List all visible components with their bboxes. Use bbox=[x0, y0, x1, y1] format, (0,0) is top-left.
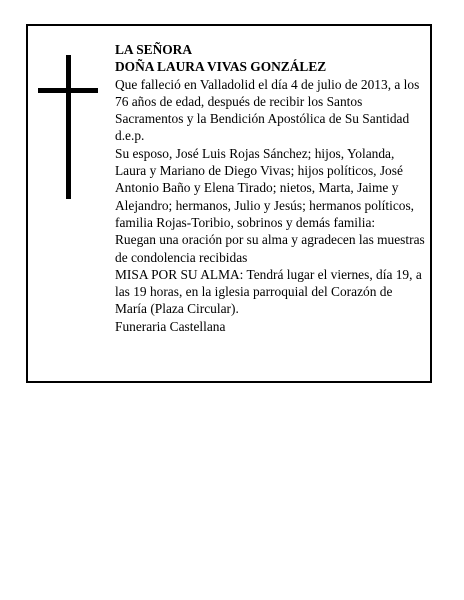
notice-text bbox=[115, 41, 425, 335]
family-list: Su esposo, José Luis Rojas Sánchez; hijos, Yolanda, Laura y Mariano de Diego Vivas; hijos políticos, José Antonio Baño y Elena Tirado; nietos, Marta, Jaime y Alejandro; hermanos, Julio y Jesús; hermanos políticos, familia Rojas-Toribio, sobrinos y demás familia: bbox=[115, 145, 415, 230]
cross-icon bbox=[38, 55, 98, 199]
cross-horizontal-bar bbox=[38, 88, 98, 93]
obituary-notice bbox=[26, 24, 432, 383]
death-info: Que falleció en Valladolid el día 4 de julio de 2013, a los 76 años de edad, después de recibir los Santos Sacramentos y la Bendición Apostólica de Su Santidad bbox=[115, 76, 420, 127]
cross-vertical-bar bbox=[66, 55, 71, 199]
mass-info: MISA POR SU ALMA: Tendrá lugar el viernes, día 19, a las 19 horas, en la iglesia parroquial del Corazón de María (Plaza Circular). bbox=[115, 266, 422, 317]
funeral-home: Funeraria Castellana bbox=[115, 318, 226, 334]
deceased-name: DOÑA LAURA VIVAS GONZÁLEZ bbox=[115, 59, 327, 75]
prayer-request: Ruegan una oración por su alma y agradecen las muestras de condolencia recibidas bbox=[115, 232, 425, 265]
rip-text: d.e.p. bbox=[115, 128, 145, 144]
notice-title: LA SEÑORA bbox=[115, 42, 193, 57]
